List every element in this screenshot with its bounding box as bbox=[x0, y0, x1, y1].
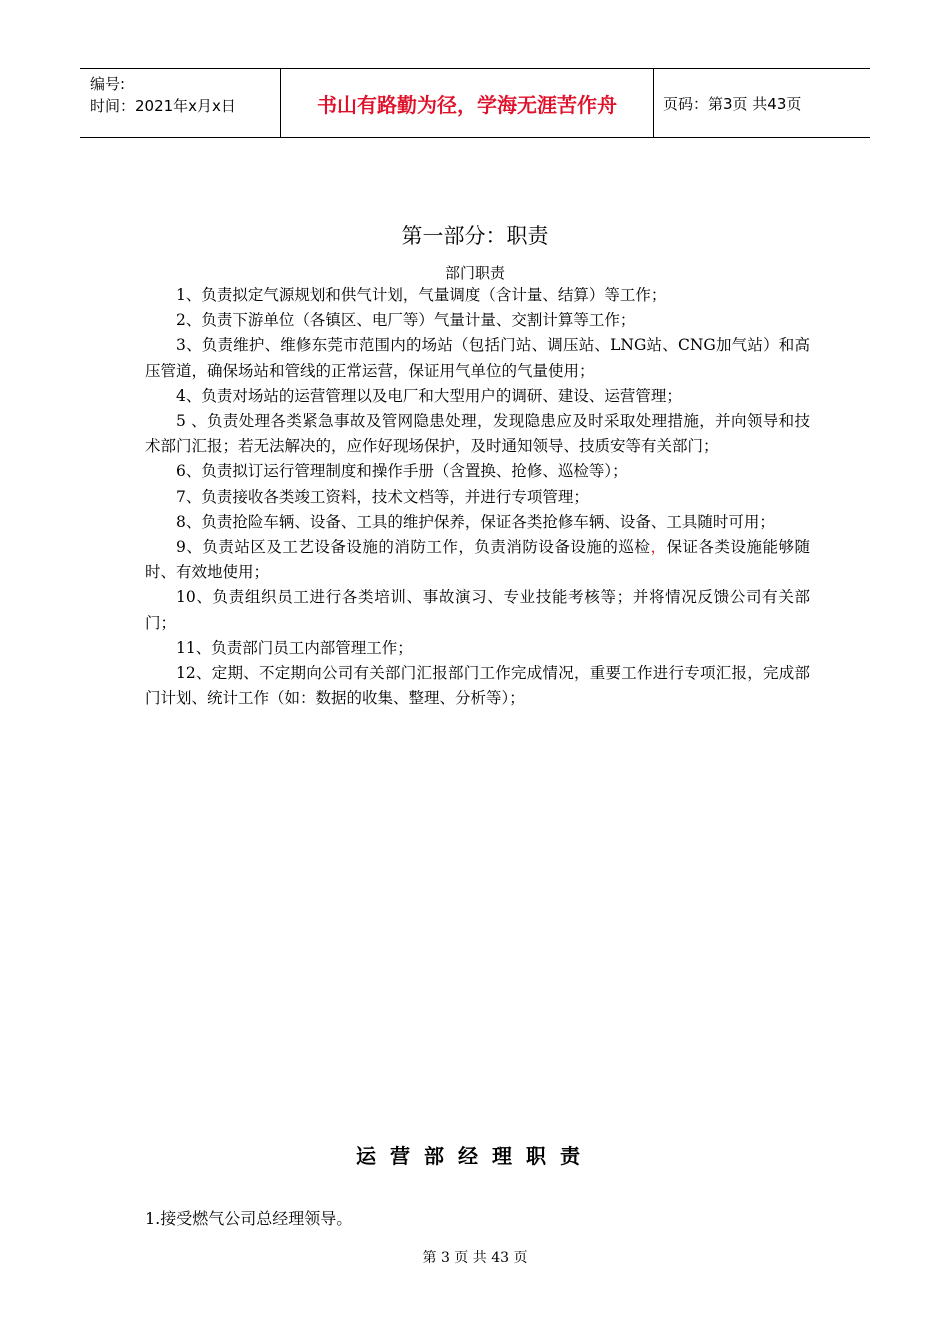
duty-item: 8、负责抢险车辆、设备、工具的维护保养，保证各类抢修车辆、设备、工具随时可用； bbox=[176, 512, 775, 531]
page-title: 第一部分：职责 bbox=[401, 224, 549, 248]
duty-item: 10、负责组织员工进行各类培训、事故演习、专业技能考核等；并将情况反馈公司有关部门； bbox=[145, 588, 810, 632]
header-motto: 书山有路勤为径，学海无涯苦作舟 bbox=[280, 69, 654, 137]
duty-item: 12、定期、不定期向公司有关部门汇报部门工作完成情况，重要工作进行专项汇报，完成部门计划、统计工作（如：数据的收集、整理、分析等）； bbox=[145, 664, 810, 708]
section2-title: 运营部经理职责 bbox=[356, 1144, 594, 1168]
duty-item: 6、负责拟订运行管理制度和操作手册（含置换、抢修、巡检等）； bbox=[176, 462, 628, 481]
duty-item-9-tail: 保证各类设施能够随时、有效地使用； bbox=[145, 538, 810, 582]
section-subtitle: 部门职责 bbox=[444, 264, 505, 282]
number-label: 编号: bbox=[90, 75, 126, 93]
duty-item: 5 、负责处理各类紧急事故及管网隐患处理，发现隐患应及时采取处理措施，并向领导和技术部门汇报；若无法解决的，应作好现场保护，及时通知领导、技质安等有关部门； bbox=[145, 412, 810, 456]
duty-item: 1、负责拟定气源规划和供气计划，气量调度（含计量、结算）等工作； bbox=[176, 286, 667, 304]
time-label: 时间：2021年x月x日 bbox=[90, 97, 236, 115]
duty-item bbox=[145, 535, 810, 585]
red-comma: ， bbox=[650, 538, 667, 557]
page-header bbox=[80, 68, 870, 138]
duty-item: 7、负责接收各类竣工资料，技术文档等，并进行专项管理； bbox=[176, 487, 589, 506]
duty-item-9-text: 9、负责站区及工艺设备设施的消防工作，负责消防设备设施的巡检 bbox=[176, 538, 651, 557]
page-footer: 第 3 页 共 43 页 bbox=[422, 1250, 528, 1266]
duty-item: 2、负责下游单位（各镇区、电厂等）气量计量、交割计算等工作； bbox=[176, 311, 636, 330]
header-page-info: 页码：第3页 共43页 bbox=[663, 94, 802, 113]
duty-item: 4、负责对场站的运营管理以及电厂和大型用户的调研、建设、运营管理； bbox=[176, 386, 682, 405]
duty-item: 11、负责部门员工内部管理工作； bbox=[176, 638, 413, 657]
section2-item: 1.接受燃气公司总经理领导。 bbox=[145, 1209, 353, 1228]
header-left-cell bbox=[80, 69, 280, 137]
duties-list bbox=[145, 283, 810, 711]
duty-item: 3、负责维护、维修东莞市范围内的场站（包括门站、调压站、LNG站、CNG加气站）和高压管道，确保场站和管线的正常运营，保证用气单位的气量使用； bbox=[145, 336, 810, 380]
